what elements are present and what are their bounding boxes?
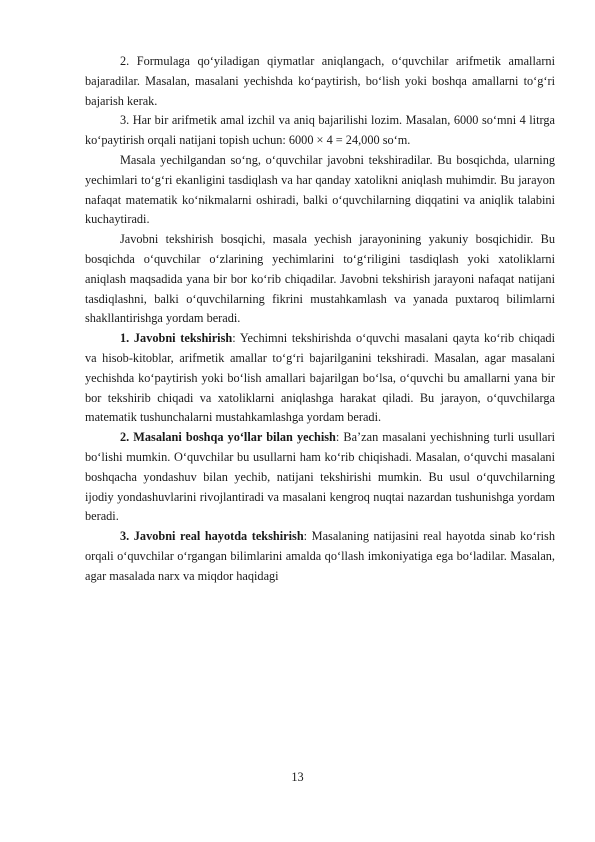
paragraph-lead: 3. Javobni real hayotda tekshirish <box>120 529 304 544</box>
paragraph-answer-check-stage <box>85 230 555 329</box>
paragraph-formula-values <box>85 52 555 111</box>
paragraph-text: Masala yechilgandan so‘ng, o‘quvchilar javobni tekshiradilar. Bu bosqichda, ularning yechimlari to‘g‘ri ekanligini tasdiqlash va har qanday xatolikni aniqlash muhimdir. Bu jarayon nafaqat matematik ko‘nikmalarni oshiradi, balki o‘quvchilarning diqqatini va aniqlik talabini kuchaytiradi. <box>85 152 555 227</box>
paragraph-text: : Masalaning natijasini real hayotda sinab ko‘rish orqali o‘quvchilar o‘rgangan bilimlarini amalda qo‘llash imkoniyatiga ega bo‘ladilar. Masalan, agar masalada narx va miqdor haqidagi <box>85 529 555 583</box>
paragraph-answer-check-intro <box>85 151 555 230</box>
page-number: 13 <box>291 770 304 784</box>
paragraph-arithmetic-steps <box>85 111 555 151</box>
paragraph-text: 2. Formulaga qo‘yiladigan qiymatlar aniqlangach, o‘quvchilar arifmetik amallarni bajaradilar. Masalan, masalani yechishda ko‘paytirish, bo‘lish yoki boshqa amallarni to‘g‘ri bajarish kerak. <box>85 54 555 108</box>
paragraph-lead: 2. Masalani boshqa yo‘llar bilan yechish <box>120 430 336 445</box>
paragraph-real-life-check <box>85 527 555 586</box>
document-page <box>85 52 555 587</box>
paragraph-lead: 1. Javobni tekshirish <box>120 331 233 346</box>
paragraph-text: : Yechimni tekshirishda o‘quvchi masalani qayta ko‘rib chiqadi va hisob-kitoblar, arifmetik amallar to‘g‘ri bajarilganini tekshiradi. Masalan, agar masalani yechishda ko‘paytirish yoki bo‘lish amallari bajarilgan bo‘lsa, o‘quvchi bu amallarni yana bir bor tekshirib chiqadi va xatoliklarni aniqlashga harakat qiladi. Bu jarayon, o‘quvchilarga matematik tushunchalarni mustahkamlashga yordam beradi. <box>85 331 555 425</box>
paragraph-text: Javobni tekshirish bosqichi, masala yechish jarayonining yakuniy bosqichidir. Bu bosqichda o‘quvchilar o‘zlarining yechimlarini to‘g‘riligini tasdiqlash yoki xatoliklarni aniqlash maqsadida yana bir bor ko‘rib chiqadilar. Javobni tekshirish jarayoni nafaqat natijani tasdiqlashni, balki o‘quvchilarning fikrini mustahkamlash va yanada puxtaroq bilimlarni shakllantirishga yordam beradi. <box>85 232 555 326</box>
paragraph-text: : Ba’zan masalani yechishning turli usullari bo‘lishi mumkin. O‘quvchilar bu usullarni ham ko‘rib chiqishadi. Masalan, o‘quvchi masalani boshqacha yondashuv bilan yechib, natijani tekshirishi mumkin. Bu usul o‘quvchilarning ijodiy yondashuvlarini rivojlantiradi va masalani kengroq nuqtai nazardan tushunishga yordam beradi. <box>85 430 555 524</box>
paragraph-check-answer <box>85 329 555 428</box>
paragraph-other-methods <box>85 428 555 527</box>
paragraph-text: 3. Har bir arifmetik amal izchil va aniq bajarilishi lozim. Masalan, 6000 so‘mni 4 litrga ko‘paytirish orqali natijani topish uchun: 6000 × 4 = 24,000 so‘m. <box>85 113 555 148</box>
